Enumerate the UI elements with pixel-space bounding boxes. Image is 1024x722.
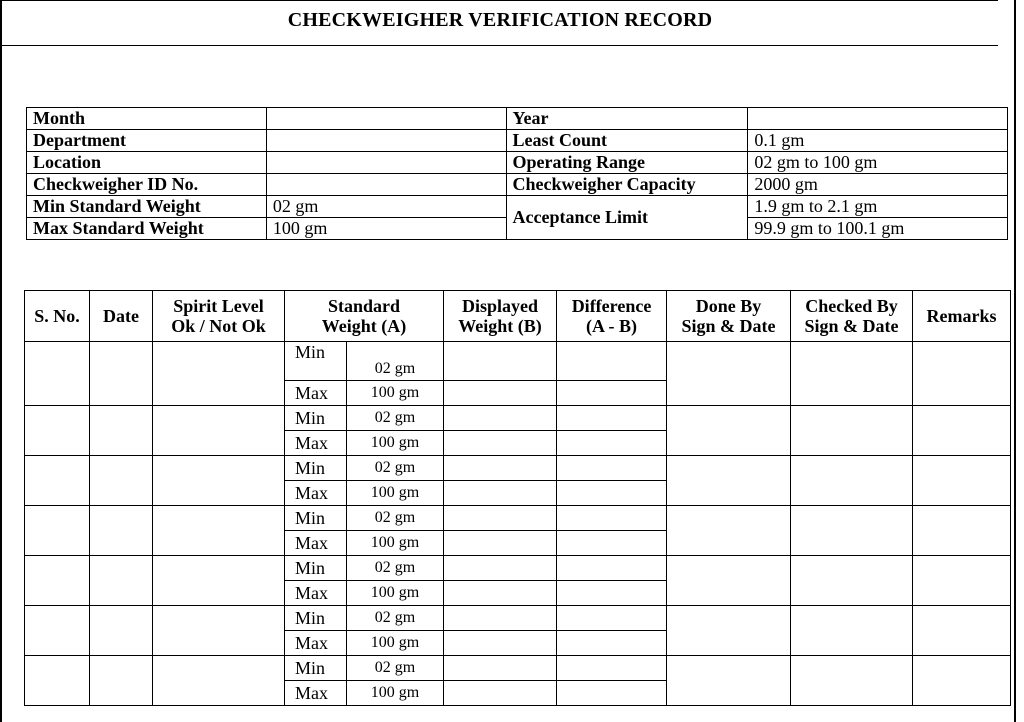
displayed-weight-min-cell[interactable] <box>444 656 557 681</box>
min-label: Min <box>285 456 347 481</box>
max-label: Max <box>285 681 347 706</box>
capacity-label: Checkweigher Capacity <box>506 174 748 196</box>
date-cell[interactable] <box>90 556 153 606</box>
difference-line1: Difference <box>571 296 652 316</box>
sno-cell[interactable] <box>25 506 90 556</box>
difference-min-cell[interactable] <box>557 606 667 631</box>
header-box <box>2 0 998 46</box>
displayed-weight-min-cell[interactable] <box>444 556 557 581</box>
done-by-line1: Done By <box>695 296 762 316</box>
checked-by-cell[interactable] <box>791 506 913 556</box>
spirit-level-line2: Ok / Not Ok <box>171 316 266 336</box>
done-by-cell[interactable] <box>667 556 791 606</box>
sno-cell[interactable] <box>25 606 90 656</box>
min-standard-weight-value: 02 gm <box>266 196 506 218</box>
displayed-weight-line1: Displayed <box>461 296 539 316</box>
date-cell[interactable] <box>90 342 153 406</box>
difference-max-cell[interactable] <box>557 431 667 456</box>
col-remarks-header <box>913 291 1011 342</box>
displayed-weight-min-cell[interactable] <box>444 406 557 431</box>
min-standard-value: 02 gm <box>347 656 444 681</box>
max-standard-value: 100 gm <box>347 481 444 506</box>
record-header-row <box>25 291 1011 342</box>
checked-by-cell[interactable] <box>791 606 913 656</box>
max-standard-value: 100 gm <box>347 581 444 606</box>
spirit-level-cell[interactable] <box>153 406 285 456</box>
col-sno-header <box>25 291 90 342</box>
difference-min-cell[interactable] <box>557 506 667 531</box>
difference-min-cell[interactable] <box>557 656 667 681</box>
acceptance-limit-label: Acceptance Limit <box>506 196 748 240</box>
displayed-weight-min-cell[interactable] <box>444 606 557 631</box>
record-row-min <box>25 556 1011 581</box>
difference-max-cell[interactable] <box>557 531 667 556</box>
info-row-min-std <box>27 196 1008 218</box>
sno-header-text: S. No. <box>34 306 80 326</box>
max-standard-value: 100 gm <box>347 631 444 656</box>
checked-by-cell[interactable] <box>791 556 913 606</box>
sno-cell[interactable] <box>25 556 90 606</box>
operating-range-label: Operating Range <box>506 152 748 174</box>
document-title: CHECKWEIGHER VERIFICATION RECORD <box>287 9 713 31</box>
sno-cell[interactable] <box>25 656 90 706</box>
spirit-level-cell[interactable] <box>153 556 285 606</box>
remarks-cell[interactable] <box>913 656 1011 706</box>
standard-weight-line2: Weight (A) <box>321 316 407 336</box>
displayed-weight-min-cell[interactable] <box>444 342 557 381</box>
spirit-level-cell[interactable] <box>153 342 285 406</box>
difference-min-cell[interactable] <box>557 342 667 381</box>
checked-by-cell[interactable] <box>791 342 913 406</box>
col-date-header <box>90 291 153 342</box>
done-by-cell[interactable] <box>667 406 791 456</box>
remarks-header-text: Remarks <box>926 306 997 326</box>
min-standard-weight-label: Min Standard Weight <box>27 196 267 218</box>
max-standard-weight-label: Max Standard Weight <box>27 218 267 240</box>
difference-max-cell[interactable] <box>557 381 667 406</box>
date-cell[interactable] <box>90 506 153 556</box>
spirit-level-cell[interactable] <box>153 606 285 656</box>
col-difference-header <box>557 291 667 342</box>
difference-line2: (A - B) <box>586 316 637 336</box>
done-by-cell[interactable] <box>667 656 791 706</box>
max-standard-value: 100 gm <box>347 531 444 556</box>
date-header-text: Date <box>103 306 139 326</box>
min-label: Min <box>285 406 347 431</box>
min-standard-value: 02 gm <box>347 606 444 631</box>
acceptance-limit-min: 1.9 gm to 2.1 gm <box>748 196 1008 218</box>
difference-max-cell[interactable] <box>557 581 667 606</box>
record-table <box>24 290 1011 706</box>
col-checked-by-header <box>791 291 913 342</box>
min-label: Min <box>285 606 347 631</box>
info-table <box>26 107 1008 240</box>
done-by-line2: Sign & Date <box>681 316 776 336</box>
record-row-min <box>25 506 1011 531</box>
capacity-value: 2000 gm <box>748 174 1008 196</box>
standard-weight-line1: Standard <box>327 296 401 316</box>
displayed-weight-line2: Weight (B) <box>458 316 542 336</box>
location-field[interactable] <box>266 152 506 174</box>
year-label: Year <box>506 108 748 130</box>
remarks-cell[interactable] <box>913 456 1011 506</box>
remarks-cell[interactable] <box>913 556 1011 606</box>
least-count-label: Least Count <box>506 130 748 152</box>
checked-by-cell[interactable] <box>791 406 913 456</box>
info-row-month <box>27 108 1008 130</box>
min-standard-value: 02 gm <box>347 556 444 581</box>
department-label: Department <box>27 130 267 152</box>
date-cell[interactable] <box>90 606 153 656</box>
min-standard-value: 02 gm <box>347 506 444 531</box>
record-row-min <box>25 656 1011 681</box>
info-row-id <box>27 174 1008 196</box>
location-label: Location <box>27 152 267 174</box>
max-standard-value: 100 gm <box>347 381 444 406</box>
date-cell[interactable] <box>90 656 153 706</box>
col-spirit-level-header <box>153 291 285 342</box>
info-row-department <box>27 130 1008 152</box>
max-standard-value: 100 gm <box>347 681 444 706</box>
checked-by-line1: Checked By <box>805 296 898 316</box>
min-label: Min <box>285 656 347 681</box>
month-label: Month <box>27 108 267 130</box>
record-row-min <box>25 342 1011 381</box>
month-field[interactable] <box>266 108 506 130</box>
col-done-by-header <box>667 291 791 342</box>
sno-cell[interactable] <box>25 342 90 406</box>
difference-max-cell[interactable] <box>557 631 667 656</box>
sno-cell[interactable] <box>25 406 90 456</box>
spirit-level-cell[interactable] <box>153 456 285 506</box>
checked-by-cell[interactable] <box>791 656 913 706</box>
checked-by-line2: Sign & Date <box>804 316 899 336</box>
spirit-level-line1: Spirit Level <box>173 296 264 316</box>
info-row-location <box>27 152 1008 174</box>
min-label: Min <box>285 556 347 581</box>
record-row-min <box>25 456 1011 481</box>
min-standard-value: 02 gm <box>347 406 444 431</box>
done-by-cell[interactable] <box>667 506 791 556</box>
displayed-weight-max-cell[interactable] <box>444 531 557 556</box>
difference-min-cell[interactable] <box>557 406 667 431</box>
date-cell[interactable] <box>90 456 153 506</box>
remarks-cell[interactable] <box>913 506 1011 556</box>
min-standard-value: 02 gm <box>347 456 444 481</box>
min-standard-value: 02 gm <box>347 342 444 381</box>
spirit-level-cell[interactable] <box>153 656 285 706</box>
displayed-weight-max-cell[interactable] <box>444 631 557 656</box>
max-label: Max <box>285 481 347 506</box>
remarks-cell[interactable] <box>913 342 1011 406</box>
difference-max-cell[interactable] <box>557 681 667 706</box>
record-row-min <box>25 406 1011 431</box>
sno-cell[interactable] <box>25 456 90 506</box>
page-left-border <box>0 0 2 722</box>
col-standard-weight-header <box>285 291 444 342</box>
page-right-border <box>1014 0 1016 722</box>
max-label: Max <box>285 531 347 556</box>
min-label: Min <box>285 506 347 531</box>
displayed-weight-max-cell[interactable] <box>444 431 557 456</box>
min-label: Min <box>285 342 347 381</box>
operating-range-value: 02 gm to 100 gm <box>748 152 1008 174</box>
acceptance-limit-max: 99.9 gm to 100.1 gm <box>748 218 1008 240</box>
max-label: Max <box>285 431 347 456</box>
displayed-weight-min-cell[interactable] <box>444 456 557 481</box>
done-by-cell[interactable] <box>667 606 791 656</box>
remarks-cell[interactable] <box>913 606 1011 656</box>
max-standard-value: 100 gm <box>347 431 444 456</box>
col-displayed-weight-header <box>444 291 557 342</box>
checked-by-cell[interactable] <box>791 456 913 506</box>
done-by-cell[interactable] <box>667 456 791 506</box>
max-standard-weight-value: 100 gm <box>266 218 506 240</box>
year-field[interactable] <box>748 108 1008 130</box>
least-count-value: 0.1 gm <box>748 130 1008 152</box>
displayed-weight-max-cell[interactable] <box>444 481 557 506</box>
spirit-level-cell[interactable] <box>153 506 285 556</box>
displayed-weight-min-cell[interactable] <box>444 506 557 531</box>
difference-min-cell[interactable] <box>557 556 667 581</box>
done-by-cell[interactable] <box>667 342 791 406</box>
department-field[interactable] <box>266 130 506 152</box>
record-row-min <box>25 606 1011 631</box>
max-label: Max <box>285 581 347 606</box>
checkweigher-id-field[interactable] <box>266 174 506 196</box>
max-label: Max <box>285 631 347 656</box>
difference-max-cell[interactable] <box>557 481 667 506</box>
checkweigher-id-label: Checkweigher ID No. <box>27 174 267 196</box>
date-cell[interactable] <box>90 406 153 456</box>
displayed-weight-max-cell[interactable] <box>444 381 557 406</box>
displayed-weight-max-cell[interactable] <box>444 581 557 606</box>
remarks-cell[interactable] <box>913 406 1011 456</box>
difference-min-cell[interactable] <box>557 456 667 481</box>
displayed-weight-max-cell[interactable] <box>444 681 557 706</box>
max-label: Max <box>285 381 347 406</box>
